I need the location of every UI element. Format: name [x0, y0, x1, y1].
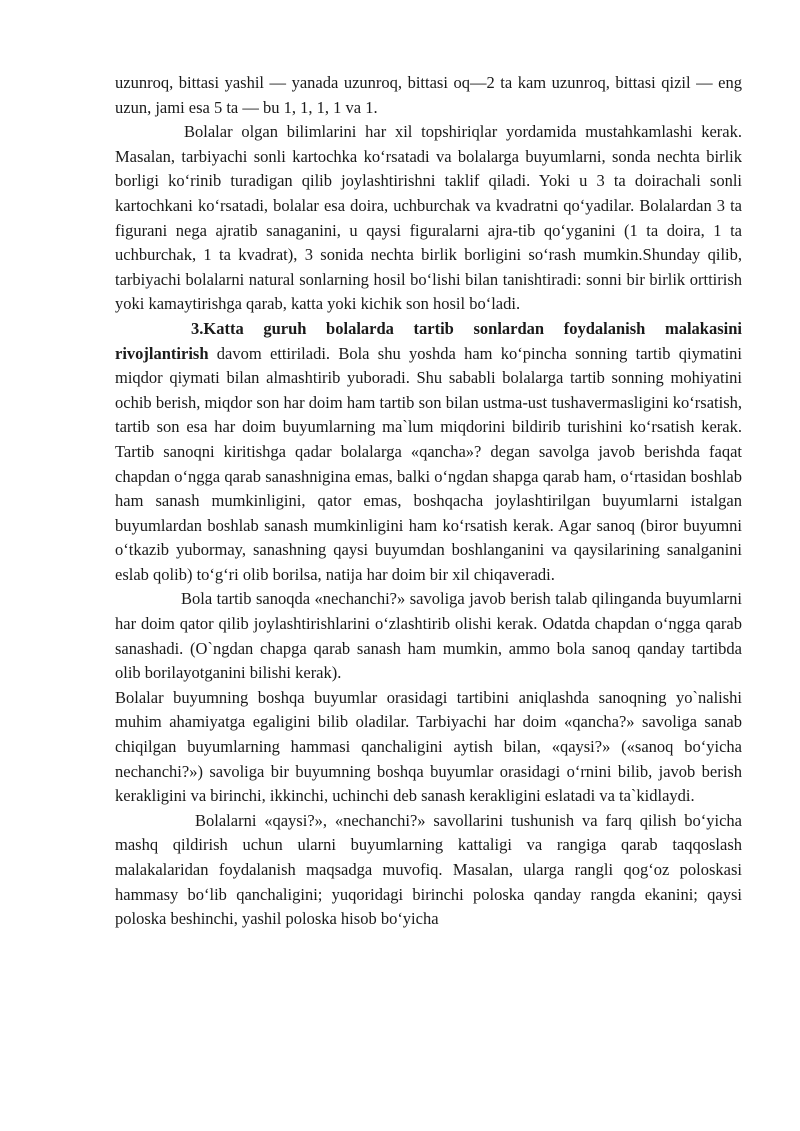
paragraph-which-question: Bola tartib sanoqda «nechanchi?» savoliga javob berish talab qilinganda buyumlarni har doim qator qilib joylashtirishlarini o‘zlashtirib olishi kerak. Odatda chapdan o‘ngga qarab sanashadi. (O`ngdan chapga qarab sanash ham mumkin, ammo bola sanoq qanday tartibda olib borilayotganini bilishi kerak). — [115, 589, 742, 683]
paragraph-reinforcement: Bolalar olgan bilimlarini har xil topshiriqlar yordamida mustahkamlashi kerak. Masalan, tarbiyachi sonli kartochka ko‘rsatadi va bolalarga buyumlarni, sonda nechta birlik borligi ko‘rinib turadigan qilib joylashtirishni taklif qiladi. Yoki u 3 ta doirachali sonli kartochkani ko‘rsatadi, bolalar esa doira, uchburchak va kvadratni qo‘yadilar. Bolalardan 3 ta figurani nega ajratib sanaganini, u qaysi figuralarni ajra-tib qo‘yganini (1 ta doira, 1 ta uchburchak, 1 ta kvadrat), 3 sonida nechta birlik borligini so‘rash mumkin.Shunday qilib, tarbiyachi bolalarni natural sonlarning hosil bo‘lishi bilan tanishtiradi: sonni bir birlik orttirish yoki kamaytirishga qarab, katta yoki kichik son hosil bo‘ladi. — [115, 122, 742, 314]
paragraph-ordinal-counting — [115, 317, 742, 588]
paragraph-exercises: Bolalarni «qaysi?», «nechanchi?» savollarini tushunish va farq qilish bo‘yicha mashq qildirish uchun ularni buyumlarning kattaligi va rangiga qarab taqqoslash malakalaridan foydalanish maqsadga muvofiq. Masalan, ularga rangli qog‘oz poloskasi hammasy bo‘lib qanchaligini; yuqoridagi birinchi poloska qanday rangda ekanini; qaysi poloska beshinchi, yashil poloska hisob bo‘yicha — [115, 810, 742, 929]
paragraph-continuation: uzunroq, bittasi yashil — yanada uzunroq, bittasi oq—2 ta kam uzunroq, bittasi qizil — eng uzun, jami esa 5 ta — bu 1, 1, 1, 1 va 1. — [115, 73, 742, 117]
paragraph-counting-direction: Bolalar buyumning boshqa buyumlar orasidagi tartibini aniqlashda sanoqning yo`nalishi muhim ahamiyatga egaligini bilib oladilar. Tarbiyachi har doim «qancha?» savoliga sanab chiqilgan buyumlarning hammasi qanchaligini aytish bilan, «qaysi?» («sanoq bo‘yicha nechanchi?») savoliga bir buyumning boshqa buyumlar orasidagi o‘rnini bilib, javob berish kerakligini va birinchi, ikkinchi, uchinchi deb sanash kerakligini eslatadi va ta`kidlaydi. — [115, 687, 742, 806]
section-heading: 3.Katta guruh bolalarda tartib sonlardan foydalanish malakasini rivojlantirish — [115, 318, 742, 363]
paragraph-ordinal-body: davom ettiriladi. Bola shu yoshda ham ko‘pincha sonning tartib qiymatini miqdor qiymati bilan almashtirib yuboradi. Shu sababli bolalarga tartib sonning mohiyatini ochib berish, miqdor son har doim ham tartib son bilan ustma-ust tushavermasligini ko‘rsatish, tartib son esa har doim buyumlarning ma`lum miqdorini bildirib turishini ko‘rsatish kerak. Tartib sanoqni kiritishga qadar bolalarga «qancha»? degan savolga javob berishda faqat chapdan o‘ngga qarab sanashnigina emas, balki o‘ngdan shapga qarab ham, o‘rtasidan boshlab ham sanash mumkinligini, qator emas, boshqacha joylashtirilgan buyumlarni istalgan buyumlardan boshlab sanash mumkinligini ham ko‘rsatish kerak. Agar sanoq (biror buyumni o‘tkazib yubormay, sanashning qaysi buyumdan boshlanganini va qaysilarining sanalganini eslab qolib) to‘g‘ri olib borilsa, natija har doim bir xil chiqaveradi. — [115, 343, 742, 584]
